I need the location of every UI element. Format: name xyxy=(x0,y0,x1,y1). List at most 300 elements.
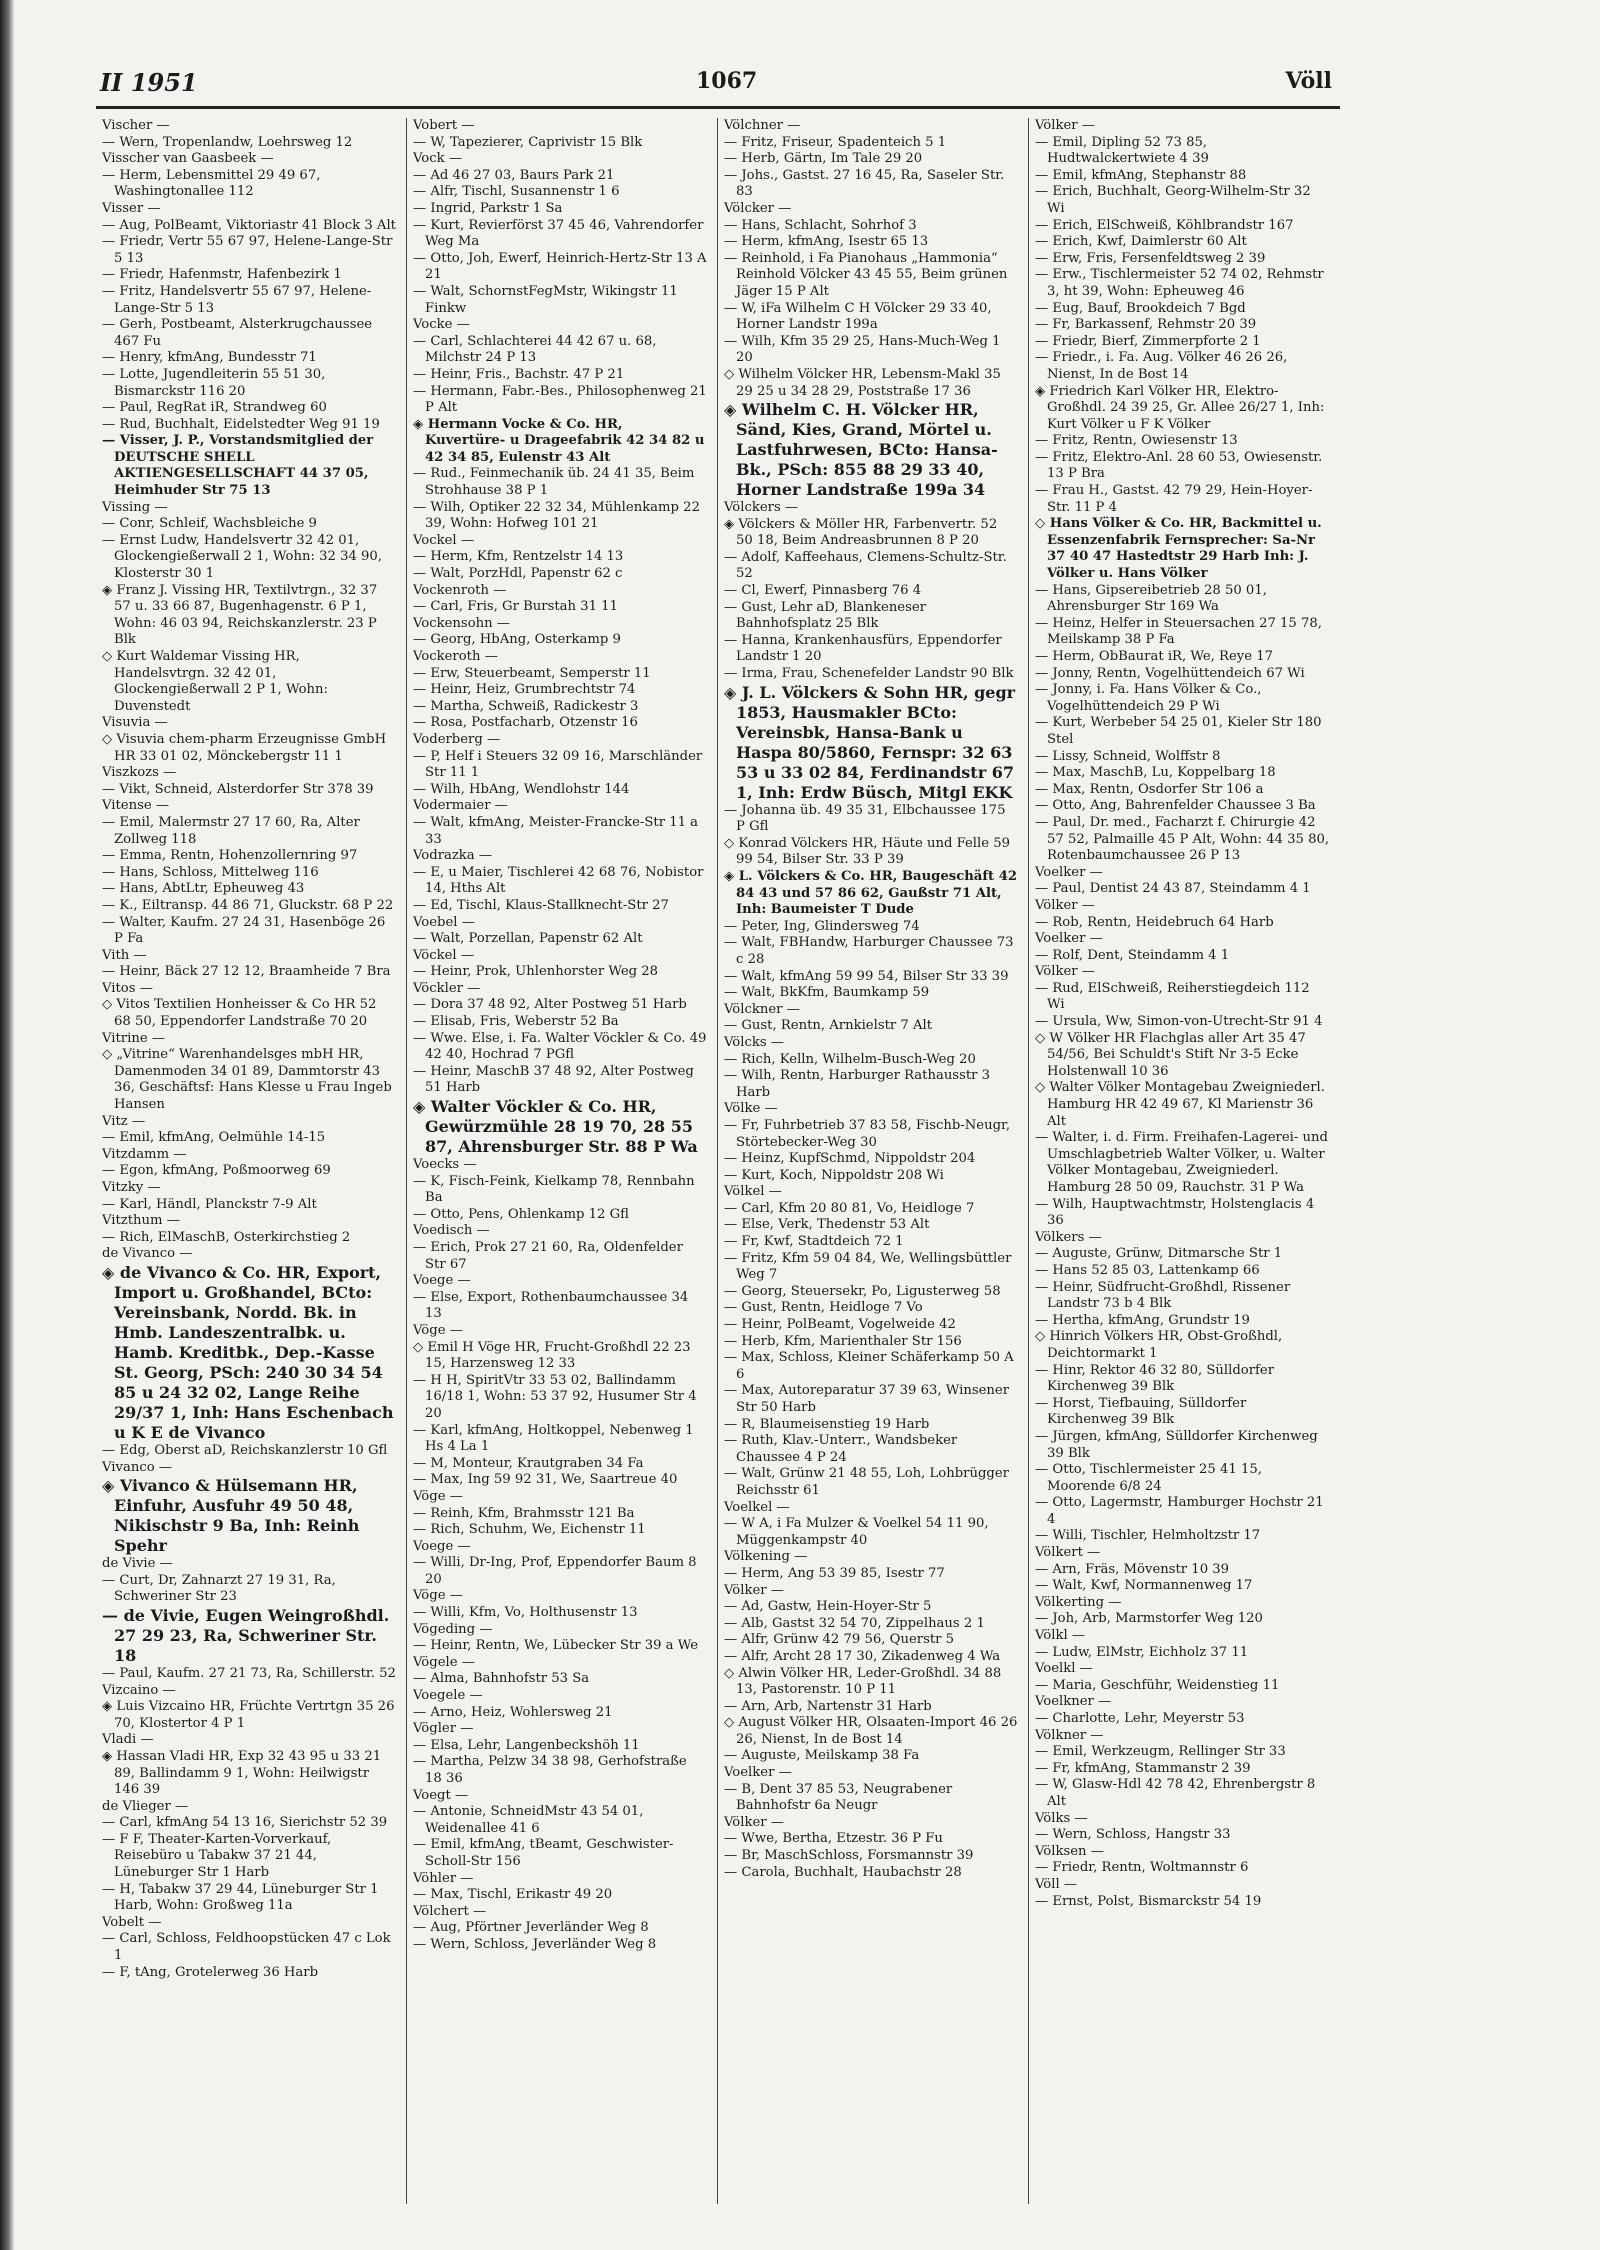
directory-entry: — Max, Ing 59 92 31, We, Saartreue 40 xyxy=(413,1472,678,1488)
directory-entry: — Paul, Dr. med., Facharzt f. Chirurgie 42 57 52, Palmaille 45 P Alt, Wohn: 44 35 80, Rotenbaumchaussee 26 P 13 xyxy=(1035,814,1330,864)
directory-entry: — Ad 46 27 03, Baurs Park 21 xyxy=(413,167,615,183)
directory-entry: Vith — xyxy=(102,947,147,963)
directory-entry: — Carl, Schlachterei 44 42 67 u. 68, Milchstr 24 P 13 xyxy=(413,333,657,366)
directory-entry: — Heinr, MaschB 37 48 92, Alter Postweg 51 Harb xyxy=(413,1063,694,1096)
directory-entry: Vöhler — xyxy=(413,1870,474,1886)
directory-entry: — Emil, Malermstr 27 17 60, Ra, Alter Zollweg 118 xyxy=(102,814,360,847)
directory-entry: — Friedr, Vertr 55 67 97, Helene-Lange-Str 5 13 xyxy=(102,234,393,266)
directory-entry: — Carl, kfmAng 54 13 16, Sierichstr 52 39 xyxy=(102,1815,388,1831)
directory-entry: — Emil, kfmAng, Stephanstr 88 xyxy=(1035,167,1247,183)
directory-entry: Voelker — xyxy=(1035,864,1103,880)
directory-entry: — Rud, Buchhalt, Eidelstedter Weg 91 19 xyxy=(102,416,380,432)
directory-entry: — Alb, Gastst 32 54 70, Zippelhaus 2 1 xyxy=(724,1615,985,1631)
directory-entry: ◈ Walter Vöckler & Co. HR, Gewürzmühle 28 19 70, 28 55 87, Ahrensburger Str. 88 P Wa xyxy=(413,1097,707,1157)
header-year: II 1951 xyxy=(100,68,198,97)
directory-entry: — Walter, Kaufm. 27 24 31, Hasenböge 26 P Fa xyxy=(102,914,386,947)
directory-entry: — Herm, Ang 53 39 85, Isestr 77 xyxy=(724,1565,945,1581)
directory-entry: — Georg, HbAng, Osterkamp 9 xyxy=(413,632,621,648)
directory-entry: — Friedr, Rentn, Woltmannstr 6 xyxy=(1035,1860,1249,1876)
directory-entry: — F, tAng, Grotelerweg 36 Harb xyxy=(102,1964,319,1980)
directory-entry: — Heinr, Bäck 27 12 12, Braamheide 7 Bra xyxy=(102,964,391,980)
directory-entry: — Hanna, Krankenhausfürs, Eppendorfer Landstr 1 20 xyxy=(724,632,1002,665)
directory-entry: ◇ August Völker HR, Olsaaten-Import 46 26 26, Nienst, In de Bost 14 xyxy=(724,1715,1018,1748)
directory-entry: — Wilh, Rentn, Harburger Rathausstr 3 Harb xyxy=(724,1068,991,1100)
directory-entry: — Herb, Kfm, Marienthaler Str 156 xyxy=(724,1333,962,1349)
directory-entry: Vodrazka — xyxy=(413,848,493,864)
directory-entry: — Walt, FBHandw, Harburger Chaussee 73 c 28 xyxy=(724,935,1014,967)
directory-entry: — Heinz, Helfer in Steuersachen 27 15 78, Meilskamp 38 P Fa xyxy=(1035,615,1322,648)
directory-entry: ◈ Hassan Vladi HR, Exp 32 43 95 u 33 21 89, Ballindamm 9 1, Wohn: Heilwigstr 146 39 xyxy=(102,1749,396,1799)
directory-entry: — Charlotte, Lehr, Meyerstr 53 xyxy=(1035,1711,1245,1726)
directory-entry: — Emil, Werkzeugm, Rellinger Str 33 xyxy=(1035,1744,1286,1760)
directory-entry: — Visser, J. P., Vorstandsmitglied der DEUTSCHE SHELL AKTIENGESELLSCHAFT 44 37 05, Heimhuder Str 75 13 xyxy=(102,433,374,499)
directory-entry: Völkening — xyxy=(724,1549,808,1565)
directory-entry: — Egon, kfmAng, Poßmoorweg 69 xyxy=(102,1163,331,1179)
directory-entry: Völcker — xyxy=(724,200,792,216)
directory-entry: — Irma, Frau, Schenefelder Landstr 90 Blk xyxy=(724,666,1014,682)
directory-entry: — Jonny, Rentn, Vogelhüttendeich 67 Wi xyxy=(1035,665,1305,681)
directory-entry: — Reinhold, i Fa Pianohaus „Hammonia“ Reinhold Völcker 43 45 55, Beim grünen Jäger 15 P Alt xyxy=(724,250,1008,299)
directory-entry: — Max, Schloss, Kleiner Schäferkamp 50 A 6 xyxy=(724,1350,1014,1382)
directory-entry: Vöckler — xyxy=(413,980,481,996)
directory-entry: Vögeding — xyxy=(413,1621,493,1637)
directory-entry: — Herb, Gärtn, Im Tale 29 20 xyxy=(724,151,923,167)
directory-entry: — Br, MaschSchloss, Forsmannstr 39 xyxy=(724,1848,974,1864)
directory-entry: Vitrine — xyxy=(102,1030,166,1046)
directory-entry: — Paul, Kaufm. 27 21 73, Ra, Schillerstr. 52 xyxy=(102,1665,396,1681)
directory-entry: Voegt — xyxy=(413,1787,469,1803)
directory-entry: Völchert — xyxy=(413,1903,487,1919)
directory-entry: — Gust, Lehr aD, Blankeneser Bahnhofsplatz 25 Blk xyxy=(724,599,926,632)
directory-entry: — Fr, Fuhrbetrieb 37 83 58, Fischb-Neugr, Störtebecker-Weg 30 xyxy=(724,1117,1011,1150)
directory-entry: — Martha, Pelzw 34 38 98, Gerhofstraße 18 36 xyxy=(413,1754,687,1786)
directory-entry: — Willi, Tischler, Helmholtzstr 17 xyxy=(1035,1528,1261,1544)
directory-entry: — Max, Rentn, Osdorfer Str 106 a xyxy=(1035,781,1264,797)
directory-entry: — Horst, Tiefbauing, Sülldorfer Kirchenweg 39 Blk xyxy=(1035,1395,1247,1428)
directory-entry: — Wern, Tropenlandw, Loehrsweg 12 xyxy=(102,134,353,150)
directory-entry: — Karl, Händl, Planckstr 7-9 Alt xyxy=(102,1196,317,1212)
directory-entry: — Hans 52 85 03, Lattenkamp 66 xyxy=(1035,1262,1260,1278)
directory-entry: Visuvia — xyxy=(102,715,168,731)
directory-entry: — Rosa, Postfacharb, Otzenstr 16 xyxy=(413,715,638,731)
directory-entry: Völker — xyxy=(1035,897,1095,913)
directory-entry: — Walt, Grünw 21 48 55, Loh, Lohbrügger Reichsstr 61 xyxy=(724,1466,1009,1498)
directory-entry: — Heinr, Prok, Uhlenhorster Weg 28 xyxy=(413,964,659,980)
directory-entry: — Frau H., Gastst. 42 79 29, Hein-Hoyer-Str. 11 P 4 xyxy=(1035,483,1313,515)
directory-entry: Völkl — xyxy=(1035,1628,1086,1644)
directory-entry: — Walter, i. d. Firm. Freihafen-Lagerei- und Umschlagbetrieb Walter Völker, u. Walter Völker Montagebau, Zweigniederl. Hamburg 28 50 09, Rauchstr. 31 P Wa xyxy=(1035,1130,1328,1195)
directory-entry: — Arno, Heiz, Wohlersweg 21 xyxy=(413,1704,613,1720)
directory-entry: — Johs., Gastst. 27 16 45, Ra, Saseler Str. 83 xyxy=(724,167,1005,200)
directory-entry: de Vivanco — xyxy=(102,1246,193,1262)
directory-entry: — Friedr, Bierf, Zimmerpforte 2 1 xyxy=(1035,333,1261,349)
directory-entry: — Else, Verk, Thedenstr 53 Alt xyxy=(724,1217,930,1233)
directory-entry: ◈ Luis Vizcaino HR, Früchte Vertrtgn 35 26 70, Klostertor 4 P 1 xyxy=(102,1699,396,1732)
scan-edge xyxy=(0,0,14,2250)
directory-entry: Voelkner — xyxy=(1035,1694,1112,1710)
directory-entry: — Heinr, Fris., Bachstr. 47 P 21 xyxy=(413,366,625,382)
directory-entry: ◇ Hinrich Völkers HR, Obst-Großhdl, Deichtormarkt 1 xyxy=(1035,1329,1330,1362)
directory-entry: Völkner — xyxy=(1035,1727,1104,1743)
directory-entry: ◇ Walter Völker Montagebau Zweigniederl. Hamburg HR 42 49 67, Kl Marienstr 36 Alt xyxy=(1035,1080,1330,1130)
directory-entry: — Wwe, Bertha, Etzestr. 36 P Fu xyxy=(724,1831,943,1847)
directory-entry: — M, Monteur, Krautgraben 34 Fa xyxy=(413,1455,644,1471)
directory-entry: — Hans, Schloss, Mittelweg 116 xyxy=(102,864,319,880)
directory-entry: — Jürgen, kfmAng, Sülldorfer Kirchenweg 39 Blk xyxy=(1035,1428,1318,1461)
directory-entry: — Johanna üb. 49 35 31, Elbchaussee 175 P Gfl xyxy=(724,802,1006,835)
directory-entry: — Elisab, Fris, Weberstr 52 Ba xyxy=(413,1014,619,1030)
directory-entry: — Wwe. Else, i. Fa. Walter Vöckler & Co. 49 42 40, Hochrad 7 PGfl xyxy=(413,1030,707,1063)
directory-entry: — Curt, Dr, Zahnarzt 27 19 31, Ra, Schweriner Str 23 xyxy=(102,1572,336,1605)
directory-entry: ◇ Hans Völker & Co. HR, Backmittel u. Essenzenfabrik Fernsprecher: Sa-Nr 37 40 47 Hastedtstr 29 Harb Inh: J. Völker u. Hans Völker xyxy=(1035,516,1330,582)
directory-entry: — B, Dent 37 85 53, Neugrabener Bahnhofstr 6a Neugr xyxy=(724,1781,953,1814)
header-page-number: 1067 xyxy=(696,68,758,94)
directory-entry: — Alfr, Grünw 42 79 56, Querstr 5 xyxy=(724,1632,955,1648)
directory-entry: Vissing — xyxy=(102,499,168,515)
directory-entry: Völkers — xyxy=(1035,1229,1102,1245)
directory-entry: — Aug, PolBeamt, Viktoriastr 41 Block 3 Alt xyxy=(102,217,396,233)
directory-entry: — Martha, Schweiß, Radickestr 3 xyxy=(413,698,639,714)
directory-entry: — Ed, Tischl, Klaus-Stallknecht-Str 27 xyxy=(413,897,669,913)
directory-entry: ◈ Friedrich Karl Völker HR, Elektro-Großhdl. 24 39 25, Gr. Allee 26/27 1, Inh: Kurt Völker u F K Völker xyxy=(1035,384,1330,434)
directory-entry: — Otto, Tischlermeister 25 41 15, Moorende 6/8 24 xyxy=(1035,1462,1262,1494)
directory-entry: — Rob, Rentn, Heidebruch 64 Harb xyxy=(1035,914,1274,930)
directory-entry: — Heinr, Heiz, Grumbrechtstr 74 xyxy=(413,682,636,698)
directory-entry: Völcks — xyxy=(724,1034,784,1050)
directory-entry: ◇ Kurt Waldemar Vissing HR, Handelsvtrgn. 32 42 01, Glockengießerwall 2 P 1, Wohn: Duvenstedt xyxy=(102,649,396,715)
directory-entry: ◈ Völckers & Möller HR, Farbenvertr. 52 50 18, Beim Andreasbrunnen 8 P 20 xyxy=(724,517,1018,550)
directory-entry: Völker — xyxy=(1035,118,1095,133)
directory-entry: — Fr, kfmAng, Stammanstr 2 39 xyxy=(1035,1760,1251,1776)
directory-entry: Vischer — xyxy=(102,118,170,133)
directory-entry: Völl — xyxy=(1035,1876,1078,1892)
directory-entry: — Gust, Rentn, Heidloge 7 Vo xyxy=(724,1300,923,1316)
directory-entry: Völker — xyxy=(724,1582,784,1598)
directory-entry: — Ernst, Polst, Bismarckstr 54 19 xyxy=(1035,1893,1262,1909)
directory-entry: — Fritz, Elektro-Anl. 28 60 53, Owiesenstr. 13 P Bra xyxy=(1035,449,1323,482)
directory-entry: ◇ Visuvia chem-pharm Erzeugnisse GmbH HR 33 01 02, Mönckebergstr 11 1 xyxy=(102,732,396,765)
directory-entry: Voderberg — xyxy=(413,731,501,747)
directory-entry: Vögler — xyxy=(413,1721,474,1737)
directory-entry: — Rich, ElMaschB, Osterkirchstieg 2 xyxy=(102,1229,351,1245)
directory-entry: — Emil, kfmAng, tBeamt, Geschwister-Scholl-Str 156 xyxy=(413,1837,674,1869)
directory-entry: — Carola, Buchhalt, Haubachstr 28 xyxy=(724,1864,962,1880)
directory-entry: Vivanco — xyxy=(102,1459,173,1475)
directory-entry: — Carl, Fris, Gr Burstah 31 11 xyxy=(413,599,618,615)
directory-entry: — Ruth, Klav.-Unterr., Wandsbeker Chaussee 4 P 24 xyxy=(724,1433,958,1465)
directory-entry: — Eug, Bauf, Brookdeich 7 Bgd xyxy=(1035,300,1246,316)
directory-entry: — Cl, Ewerf, Pinnasberg 76 4 xyxy=(724,583,922,599)
directory-entry: — Fritz, Handelsvertr 55 67 97, Helene-Lange-Str 5 13 xyxy=(102,283,372,316)
directory-entry: — Aug, Pförtner Jeverländer Weg 8 xyxy=(413,1920,649,1936)
directory-entry: de Vivie — xyxy=(102,1556,173,1572)
directory-entry: — Rich, Kelln, Wilhelm-Busch-Weg 20 xyxy=(724,1051,976,1067)
directory-entry: — Fritz, Rentn, Owiesenstr 13 xyxy=(1035,433,1238,449)
directory-entry: — Max, Autoreparatur 37 39 63, Winsener Str 50 Harb xyxy=(724,1383,1010,1415)
directory-entry: Vizcaino — xyxy=(102,1682,176,1698)
directory-entry: — Max, MaschB, Lu, Koppelbarg 18 xyxy=(1035,765,1276,781)
directory-entry: Vocke — xyxy=(413,317,470,333)
directory-entry: — Walt, SchornstFegMstr, Wikingstr 11 Finkw xyxy=(413,283,678,316)
directory-column-3 xyxy=(718,118,1029,2204)
directory-entry: — Erich, Buchhalt, Georg-Wilhelm-Str 32 Wi xyxy=(1035,184,1311,216)
directory-entry: Völkert — xyxy=(1035,1545,1101,1561)
directory-entry: — Kurt, Werbeber 54 25 01, Kieler Str 180 Stel xyxy=(1035,715,1322,747)
directory-entry: — Otto, Pens, Ohlenkamp 12 Gfl xyxy=(413,1206,629,1222)
directory-entry: — Hermann, Fabr.-Bes., Philosophenweg 21 P Alt xyxy=(413,383,707,416)
directory-entry: ◈ J. L. Völckers & Sohn HR, gegr 1853, Hausmakler BCto: Vereinsbk, Hansa-Bank u Haspa 80/5860, Fernspr: 32 63 53 u 33 02 84, Ferdinandstr 67 1, Inh: Erdw Büsch, Mitgl EKK xyxy=(724,683,1018,803)
directory-entry: ◇ Alwin Völker HR, Leder-Großhdl. 34 88 13, Pastorenstr. 10 P 11 xyxy=(724,1666,1018,1699)
directory-entry: — Heinr, PolBeamt, Vogelweide 42 xyxy=(724,1317,956,1333)
directory-entry: Völks — xyxy=(1035,1810,1088,1826)
directory-entry: — P, Helf i Steuers 32 09 16, Marschländer Str 11 1 xyxy=(413,748,703,781)
directory-entry: Vöckel — xyxy=(413,947,475,963)
directory-entry: — Wilh, Optiker 22 32 34, Mühlenkamp 22 39, Wohn: Hofweg 101 21 xyxy=(413,499,700,532)
directory-entry: — Wern, Schloss, Hangstr 33 xyxy=(1035,1827,1231,1843)
directory-entry: — Carl, Kfm 20 80 81, Vo, Heidloge 7 xyxy=(724,1200,975,1216)
directory-entry: Voelker — xyxy=(1035,931,1103,947)
directory-entry: — Rud., Feinmechanik üb. 24 41 35, Beim Strohhause 38 P 1 xyxy=(413,466,695,499)
directory-entry: — R, Blaumeisenstieg 19 Harb xyxy=(724,1416,930,1432)
directory-entry: — Wilh, Hauptwachtmstr, Holstenglacis 4 36 xyxy=(1035,1196,1315,1229)
directory-entry: — Antonie, SchneidMstr 43 54 01, Weidenallee 41 6 xyxy=(413,1804,644,1836)
directory-entry: — Ludw, ElMstr, Eichholz 37 11 xyxy=(1035,1644,1249,1660)
directory-entry: — W, Glasw-Hdl 42 78 42, Ehrenbergstr 8 Alt xyxy=(1035,1777,1316,1809)
directory-entry: — Henry, kfmAng, Bundesstr 71 xyxy=(102,350,317,366)
directory-entry: — Hertha, kfmAng, Grundstr 19 xyxy=(1035,1312,1250,1328)
directory-entry: — Otto, Lagermstr, Hamburger Hochstr 21 4 xyxy=(1035,1495,1324,1527)
directory-entry: — Walt, PorzHdl, Papenstr 62 c xyxy=(413,566,623,582)
directory-entry: — Walt, Porzellan, Papenstr 62 Alt xyxy=(413,931,643,947)
directory-entry: — Herm, ObBaurat iR, We, Reye 17 xyxy=(1035,649,1273,664)
directory-entry: — E, u Maier, Tischlerei 42 68 76, Nobistor 14, Hths Alt xyxy=(413,864,704,897)
directory-entry: Voege — xyxy=(413,1538,471,1554)
directory-entry: Vitzdamm — xyxy=(102,1146,187,1162)
directory-entry: — Willi, Dr-Ing, Prof, Eppendorfer Baum 8 20 xyxy=(413,1555,697,1587)
directory-entry: — Lissy, Schneid, Wolffstr 8 xyxy=(1035,748,1221,764)
directory-entry: — Ursula, Ww, Simon-von-Utrecht-Str 91 4 xyxy=(1035,1014,1323,1030)
directory-entry: ◇ W Völker HR Flachglas aller Art 35 47 54/56, Bei Schuldt's Stift Nr 3-5 Ecke Holstenwall 10 36 xyxy=(1035,1031,1330,1081)
directory-entry: — Erw, Steuerbeamt, Semperstr 11 xyxy=(413,665,651,681)
directory-entry: ◇ Konrad Völckers HR, Häute und Felle 59 99 54, Bilser Str. 33 P 39 xyxy=(724,836,1018,869)
directory-entry: — de Vivie, Eugen Weingroßhdl. 27 29 23, Ra, Schweriner Str. 18 xyxy=(102,1605,390,1665)
directory-entry: — Walt, Kwf, Normannenweg 17 xyxy=(1035,1578,1253,1594)
directory-entry: Völckers — xyxy=(724,500,799,516)
directory-entry: — Fritz, Kfm 59 04 84, We, Wellingsbüttler Weg 7 xyxy=(724,1250,1012,1283)
directory-entry: — Else, Export, Rothenbaumchaussee 34 13 xyxy=(413,1289,689,1322)
directory-entry: Voegele — xyxy=(413,1688,483,1704)
directory-entry: — Wilh, HbAng, Wendlohstr 144 xyxy=(413,781,630,797)
directory-entry: — Erich, Kwf, Daimlerstr 60 Alt xyxy=(1035,234,1247,250)
directory-entry: — H H, SpiritVtr 33 53 02, Ballindamm 16/18 1, Wohn: 53 37 92, Husumer Str 4 20 xyxy=(413,1372,697,1421)
directory-entry: Viszkozs — xyxy=(102,765,177,781)
directory-entry: de Vlieger — xyxy=(102,1798,189,1814)
directory-entry: — Fr, Barkassenf, Rehmstr 20 39 xyxy=(1035,317,1257,333)
directory-entry: — Dora 37 48 92, Alter Postweg 51 Harb xyxy=(413,997,687,1013)
directory-entry: — Heinr, Südfrucht-Großhdl, Rissener Landstr 73 b 4 Blk xyxy=(1035,1279,1291,1312)
directory-entry: Vitense — xyxy=(102,798,170,814)
directory-entry: ◈ Vivanco & Hülsemann HR, Einfuhr, Ausfuhr 49 50 48, Nikischstr 9 Ba, Inh: Reinh Spehr xyxy=(102,1476,396,1556)
directory-column-4 xyxy=(1029,118,1340,2204)
directory-entry: — Alfr, Tischl, Susannenstr 1 6 xyxy=(413,184,620,200)
directory-entry: — Maria, Geschführ, Weidenstieg 11 xyxy=(1035,1677,1280,1693)
directory-entry: — Vikt, Schneid, Alsterdorfer Str 378 39 xyxy=(102,781,374,797)
directory-entry: ◇ Vitos Textilien Honheisser & Co HR 52 68 50, Eppendorfer Landstraße 70 20 xyxy=(102,997,396,1030)
directory-entry: — Walt, BkKfm, Baumkamp 59 xyxy=(724,985,930,1001)
directory-entry: Vöge — xyxy=(413,1322,463,1338)
directory-entry: — Friedr, Hafenmstr, Hafenbezirk 1 xyxy=(102,267,342,283)
directory-entry: ◈ Wilhelm C. H. Völcker HR, Sänd, Kies, Grand, Mörtel u. Lastfuhrwesen, BCto: Hansa-Bk., PSch: 855 88 29 33 40, Horner Landstraße 199a 34 xyxy=(724,400,1018,500)
directory-entry: — Kurt, Koch, Nippoldstr 208 Wi xyxy=(724,1167,944,1183)
directory-entry: — Otto, Joh, Ewerf, Heinrich-Hertz-Str 13 A 21 xyxy=(413,250,707,283)
directory-entry: — W, Tapezierer, Caprivistr 15 Blk xyxy=(413,134,643,150)
directory-entry: Visscher van Gaasbeek — xyxy=(102,151,274,167)
directory-entry: — Reinh, Kfm, Brahmsstr 121 Ba xyxy=(413,1505,635,1521)
directory-entry: ◈ Hermann Vocke & Co. HR, Kuvertüre- u Drageefabrik 42 34 82 u 42 34 85, Eulenstr 43 Alt xyxy=(413,417,707,467)
directory-entry: Voelkel — xyxy=(724,1499,790,1515)
directory-entry: — Auguste, Grünw, Ditmarsche Str 1 xyxy=(1035,1246,1283,1262)
directory-entry: Vobert — xyxy=(413,118,475,133)
directory-entry: Vitzky — xyxy=(102,1180,161,1195)
directory-entry: Vockel — xyxy=(413,532,475,548)
directory-entry: — Paul, Dentist 24 43 87, Steindamm 4 1 xyxy=(1035,881,1311,897)
directory-entry: — Jonny, i. Fa. Hans Völker & Co., Vogelhüttendeich 29 P Wi xyxy=(1035,682,1262,714)
directory-entry: — W, iFa Wilhelm C H Völcker 29 33 40, Horner Landstr 199a xyxy=(724,300,992,333)
directory-entry: — Paul, RegRat iR, Strandweg 60 xyxy=(102,400,327,416)
page-header xyxy=(96,64,1340,109)
directory-entry: — F F, Theater-Karten-Vorverkauf, Reisebüro u Tabakw 37 21 44, Lüneburger Str 1 Harb xyxy=(102,1831,332,1881)
directory-columns xyxy=(96,118,1340,2204)
directory-entry: — Elsa, Lehr, Langenbeckshöh 11 xyxy=(413,1737,640,1753)
directory-entry: Völkerting — xyxy=(1035,1594,1122,1610)
directory-entry: Vockenroth — xyxy=(413,582,507,598)
directory-entry: — Rich, Schuhm, We, Eichenstr 11 xyxy=(413,1522,646,1538)
directory-entry: Vöge — xyxy=(413,1588,463,1604)
directory-entry: — Peter, Ing, Glindersweg 74 xyxy=(724,918,920,934)
directory-entry: — Adolf, Kaffeehaus, Clemens-Schultz-Str. 52 xyxy=(724,549,1007,582)
directory-entry: — H, Tabakw 37 29 44, Lüneburger Str 1 Harb, Wohn: Großweg 11a xyxy=(102,1881,379,1914)
directory-entry: Vitzthum — xyxy=(102,1213,180,1229)
directory-entry: Vobelt — xyxy=(102,1914,162,1930)
directory-entry: Vöge — xyxy=(413,1488,463,1504)
directory-entry: Völksen — xyxy=(1035,1843,1104,1859)
directory-entry: — Hinr, Rektor 46 32 80, Sülldorfer Kirchenweg 39 Blk xyxy=(1035,1362,1275,1395)
directory-entry: — Ingrid, Parkstr 1 Sa xyxy=(413,200,563,216)
directory-entry: ◈ Franz J. Vissing HR, Textilvtrgn., 32 37 57 u. 33 66 87, Bugenhagenstr. 6 P 1, Wohn: 46 03 94, Reichskanzlerstr. 23 P Blk xyxy=(102,583,396,649)
directory-entry: Völchner — xyxy=(724,118,801,133)
directory-entry: Vitz — xyxy=(102,1113,146,1129)
directory-entry: Visser — xyxy=(102,200,161,216)
directory-entry: — Auguste, Meilskamp 38 Fa xyxy=(724,1748,920,1764)
directory-entry: — Kurt, Revierförst 37 45 46, Vahrendorfer Weg Ma xyxy=(413,217,704,250)
directory-entry: Vockensohn — xyxy=(413,615,510,631)
directory-entry: Voelkl — xyxy=(1035,1661,1093,1677)
directory-entry: Vock — xyxy=(413,151,463,167)
directory-entry: — Joh, Arb, Marmstorfer Weg 120 xyxy=(1035,1611,1263,1627)
directory-entry: — Emil, kfmAng, Oelmühle 14-15 xyxy=(102,1130,326,1146)
directory-entry: ◈ L. Völckers & Co. HR, Baugeschäft 42 84 43 und 57 86 62, Gaußstr 71 Alt, Inh: Baumeister T Dude xyxy=(724,869,1018,919)
directory-entry: Völckner — xyxy=(724,1001,800,1017)
directory-entry: — Rud, ElSchweiß, Reiherstiegdeich 112 Wi xyxy=(1035,980,1310,1013)
directory-entry: — Herm, Lebensmittel 29 49 67, Washingtonallee 112 xyxy=(102,167,321,200)
directory-entry: — Arn, Arb, Nartenstr 31 Harb xyxy=(724,1698,932,1714)
directory-entry: — Gerh, Postbeamt, Alsterkrugchaussee 467 Fu xyxy=(102,317,373,349)
directory-entry: — Erw., Tischlermeister 52 74 02, Rehmstr 3, ht 39, Wohn: Epheuweg 46 xyxy=(1035,267,1324,299)
directory-entry: — Ernst Ludw, Handelsvertr 32 42 01, Glockengießerwall 2 1, Wohn: 32 34 90, Klosterstr 30 1 xyxy=(102,532,383,582)
directory-entry: — Heinr, Rentn, We, Lübecker Str 39 a We xyxy=(413,1638,699,1654)
directory-entry: — Herm, Kfm, Rentzelstr 14 13 xyxy=(413,549,624,565)
directory-entry: Vitos — xyxy=(102,980,153,996)
directory-entry: — Otto, Ang, Bahrenfelder Chaussee 3 Ba xyxy=(1035,798,1316,814)
directory-entry: — Fr, Kwf, Stadtdeich 72 1 xyxy=(724,1234,904,1250)
directory-entry: — Erich, Prok 27 21 60, Ra, Oldenfelder Str 67 xyxy=(413,1240,683,1272)
directory-entry: — Ad, Gastw, Hein-Hoyer-Str 5 xyxy=(724,1599,932,1615)
directory-entry: — Walt, kfmAng 59 99 54, Bilser Str 33 39 xyxy=(724,968,1009,984)
directory-entry: Völker — xyxy=(724,1814,784,1830)
directory-entry: — Alfr, Archt 28 17 30, Zikadenweg 4 Wa xyxy=(724,1648,1001,1664)
directory-entry: ◇ Wilhelm Völcker HR, Lebensm-Makl 35 29 25 u 34 28 29, Poststraße 17 36 xyxy=(724,367,1018,400)
directory-entry: Völke — xyxy=(724,1101,778,1117)
directory-entry: — Heinz, KupfSchmd, Nippoldstr 204 xyxy=(724,1151,976,1167)
directory-entry: — Max, Tischl, Erikastr 49 20 xyxy=(413,1887,613,1903)
directory-entry: — Wern, Schloss, Jeverländer Weg 8 xyxy=(413,1936,657,1952)
directory-entry: — Alma, Bahnhofstr 53 Sa xyxy=(413,1671,590,1687)
directory-entry: ◇ Emil H Vöge HR, Frucht-Großhdl 22 23 15, Harzensweg 12 33 xyxy=(413,1340,707,1373)
directory-entry: — Emil, Dipling 52 73 85, Hudtwalckertwiete 4 39 xyxy=(1035,134,1209,167)
directory-entry: Voelker — xyxy=(724,1765,792,1781)
directory-entry: — Arn, Fräs, Mövenstr 10 39 xyxy=(1035,1561,1230,1577)
directory-entry: Vodermaier — xyxy=(413,798,508,814)
directory-entry: ◇ „Vitrine“ Warenhandelsges mbH HR, Damenmoden 34 01 89, Dammtorstr 43 36, Geschäftsf: Hans Klesse u Frau Ingeb Hansen xyxy=(102,1047,396,1113)
directory-entry: ◈ de Vivanco & Co. HR, Export, Import u. Großhandel, BCto: Vereinsbank, Nordd. Bk. in Hmb. Landeszentralbk. u. Hamb. Kreditbk., Dep.-Kasse St. Georg, PSch: 240 30 34 54 85 u 24 32 02, Lange Reihe 29/37 1, Inh: Hans Eschenbach u K E de Vivanco xyxy=(102,1263,396,1443)
directory-page xyxy=(96,64,1340,2204)
directory-entry: Vladi — xyxy=(102,1732,154,1748)
directory-entry: — Erw, Fris, Fersenfeldtsweg 2 39 xyxy=(1035,250,1266,266)
directory-entry: Völker — xyxy=(1035,964,1095,980)
directory-entry: — K, Fisch-Feink, Kielkamp 78, Rennbahn Ba xyxy=(413,1173,695,1206)
directory-entry: Voebel — xyxy=(413,914,475,930)
directory-entry: — Emma, Rentn, Hohenzollernring 97 xyxy=(102,848,358,864)
directory-entry: — K., Eiltransp. 44 86 71, Gluckstr. 68 P 22 xyxy=(102,897,394,913)
directory-entry: Vockeroth — xyxy=(413,649,498,664)
directory-entry: — Erich, ElSchweiß, Köhlbrandstr 167 xyxy=(1035,217,1294,233)
directory-entry: Vögele — xyxy=(413,1654,475,1670)
directory-entry: Voege — xyxy=(413,1273,471,1289)
directory-entry: — Friedr., i. Fa. Aug. Völker 46 26 26, Nienst, In de Bost 14 xyxy=(1035,350,1288,382)
directory-entry: — Conr, Schleif, Wachsbleiche 9 xyxy=(102,516,317,532)
directory-entry: — W A, i Fa Mulzer & Voelkel 54 11 90, Müggenkampstr 40 xyxy=(724,1516,989,1548)
directory-entry: — Herm, kfmAng, Isestr 65 13 xyxy=(724,234,929,250)
directory-entry: — Georg, Steuersekr, Po, Ligusterweg 58 xyxy=(724,1283,1001,1299)
directory-column-2 xyxy=(407,118,718,2204)
directory-entry: — Karl, kfmAng, Holtkoppel, Nebenweg 1 Hs 4 La 1 xyxy=(413,1422,694,1455)
directory-entry: — Willi, Kfm, Vo, Holthusenstr 13 xyxy=(413,1605,638,1621)
directory-entry: Voedisch — xyxy=(413,1223,490,1239)
directory-column-1 xyxy=(96,118,407,2204)
directory-entry: — Hans, Gipsereibetrieb 28 50 01, Ahrensburger Str 169 Wa xyxy=(1035,582,1267,615)
directory-entry: — Carl, Schloss, Feldhoopstücken 47 c Lok 1 xyxy=(102,1931,391,1964)
directory-entry: — Gust, Rentn, Arnkielstr 7 Alt xyxy=(724,1018,932,1034)
directory-entry: — Fritz, Friseur, Spadenteich 5 1 xyxy=(724,134,947,150)
directory-entry: — Rolf, Dent, Steindamm 4 1 xyxy=(1035,947,1230,963)
directory-entry: — Lotte, Jugendleiterin 55 51 30, Bismarckstr 116 20 xyxy=(102,366,326,399)
directory-entry: — Hans, AbtLtr, Epheuweg 43 xyxy=(102,881,305,897)
directory-entry: — Wilh, Kfm 35 29 25, Hans-Much-Weg 1 20 xyxy=(724,333,1001,366)
directory-entry: Völkel — xyxy=(724,1184,782,1200)
directory-entry: Voecks — xyxy=(413,1157,477,1173)
directory-entry: — Walt, kfmAng, Meister-Francke-Str 11 a 33 xyxy=(413,814,699,847)
header-key-word: Völl xyxy=(1285,68,1332,94)
